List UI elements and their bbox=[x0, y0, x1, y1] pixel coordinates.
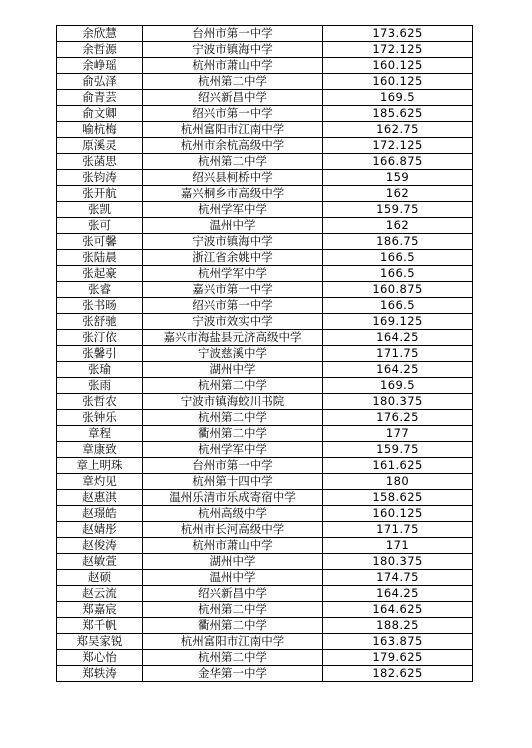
score-cell: 160.125 bbox=[323, 58, 473, 74]
school-cell: 杭州学军中学 bbox=[143, 266, 323, 282]
score-cell: 179.625 bbox=[323, 650, 473, 666]
student-name-cell: 余欣慧 bbox=[57, 26, 143, 42]
student-name-cell: 赵婧彤 bbox=[57, 522, 143, 538]
school-cell: 杭州学军中学 bbox=[143, 442, 323, 458]
table-row bbox=[57, 122, 473, 138]
score-cell: 162.75 bbox=[323, 122, 473, 138]
school-cell: 温州中学 bbox=[143, 570, 323, 586]
school-cell: 杭州学军中学 bbox=[143, 202, 323, 218]
student-name-cell: 张钧涛 bbox=[57, 170, 143, 186]
student-name-cell: 张菡思 bbox=[57, 154, 143, 170]
school-cell: 宁波慈溪中学 bbox=[143, 346, 323, 362]
table-row bbox=[57, 90, 473, 106]
student-name-cell: 张瑜 bbox=[57, 362, 143, 378]
school-cell: 绍兴市第一中学 bbox=[143, 106, 323, 122]
table-row bbox=[57, 298, 473, 314]
score-cell: 164.625 bbox=[323, 602, 473, 618]
score-cell: 159.75 bbox=[323, 442, 473, 458]
school-cell: 杭州第二中学 bbox=[143, 410, 323, 426]
school-cell: 杭州高级中学 bbox=[143, 506, 323, 522]
school-cell: 杭州第二中学 bbox=[143, 602, 323, 618]
table-row bbox=[57, 458, 473, 474]
score-table-body bbox=[57, 26, 473, 682]
table-row bbox=[57, 58, 473, 74]
table-row bbox=[57, 74, 473, 90]
school-cell: 杭州市长河高级中学 bbox=[143, 522, 323, 538]
score-cell: 160.125 bbox=[323, 74, 473, 90]
table-row bbox=[57, 394, 473, 410]
student-name-cell: 张可馨 bbox=[57, 234, 143, 250]
score-cell: 164.25 bbox=[323, 330, 473, 346]
school-cell: 台州市第一中学 bbox=[143, 458, 323, 474]
student-name-cell: 张钟乐 bbox=[57, 410, 143, 426]
table-row bbox=[57, 362, 473, 378]
score-cell: 166.5 bbox=[323, 298, 473, 314]
school-cell: 宁波市效实中学 bbox=[143, 314, 323, 330]
school-cell: 温州中学 bbox=[143, 218, 323, 234]
student-name-cell: 章康致 bbox=[57, 442, 143, 458]
student-name-cell: 张馨引 bbox=[57, 346, 143, 362]
score-cell: 162 bbox=[323, 218, 473, 234]
score-cell: 171.75 bbox=[323, 346, 473, 362]
table-row bbox=[57, 250, 473, 266]
table-row bbox=[57, 666, 473, 682]
score-cell: 177 bbox=[323, 426, 473, 442]
school-cell: 杭州第二中学 bbox=[143, 378, 323, 394]
table-row bbox=[57, 474, 473, 490]
score-cell: 161.625 bbox=[323, 458, 473, 474]
student-name-cell: 赵俊涛 bbox=[57, 538, 143, 554]
school-cell: 杭州第十四中学 bbox=[143, 474, 323, 490]
score-cell: 174.75 bbox=[323, 570, 473, 586]
score-cell: 180 bbox=[323, 474, 473, 490]
student-name-cell: 章上明珠 bbox=[57, 458, 143, 474]
score-cell: 169.5 bbox=[323, 90, 473, 106]
student-name-cell: 郑嘉宸 bbox=[57, 602, 143, 618]
student-name-cell: 俞文卿 bbox=[57, 106, 143, 122]
table-row bbox=[57, 170, 473, 186]
score-cell: 163.875 bbox=[323, 634, 473, 650]
school-cell: 衢州第二中学 bbox=[143, 618, 323, 634]
school-cell: 湖州中学 bbox=[143, 362, 323, 378]
school-cell: 衢州第二中学 bbox=[143, 426, 323, 442]
table-row bbox=[57, 26, 473, 42]
student-name-cell: 张陆晨 bbox=[57, 250, 143, 266]
table-row bbox=[57, 650, 473, 666]
table-row bbox=[57, 570, 473, 586]
score-table bbox=[56, 25, 473, 682]
score-cell: 188.25 bbox=[323, 618, 473, 634]
student-name-cell: 张睿 bbox=[57, 282, 143, 298]
score-cell: 160.125 bbox=[323, 506, 473, 522]
score-cell: 166.875 bbox=[323, 154, 473, 170]
score-cell: 173.625 bbox=[323, 26, 473, 42]
student-name-cell: 赵云流 bbox=[57, 586, 143, 602]
student-name-cell: 张可 bbox=[57, 218, 143, 234]
student-name-cell: 张书旸 bbox=[57, 298, 143, 314]
school-cell: 杭州第二中学 bbox=[143, 650, 323, 666]
student-name-cell: 张哲农 bbox=[57, 394, 143, 410]
school-cell: 温州乐清市乐成寄宿中学 bbox=[143, 490, 323, 506]
score-cell: 169.5 bbox=[323, 378, 473, 394]
score-cell: 186.75 bbox=[323, 234, 473, 250]
score-cell: 180.375 bbox=[323, 554, 473, 570]
student-name-cell: 喻杭梅 bbox=[57, 122, 143, 138]
school-cell: 宁波市镇海中学 bbox=[143, 42, 323, 58]
school-cell: 台州市第一中学 bbox=[143, 26, 323, 42]
student-name-cell: 原溪灵 bbox=[57, 138, 143, 154]
school-cell: 嘉兴市第一中学 bbox=[143, 282, 323, 298]
student-name-cell: 章灼见 bbox=[57, 474, 143, 490]
school-cell: 宁波市镇海蛟川书院 bbox=[143, 394, 323, 410]
score-cell: 180.375 bbox=[323, 394, 473, 410]
student-name-cell: 郑轶涛 bbox=[57, 666, 143, 682]
school-cell: 浙江省余姚中学 bbox=[143, 250, 323, 266]
student-name-cell: 郑千帆 bbox=[57, 618, 143, 634]
student-name-cell: 张开航 bbox=[57, 186, 143, 202]
table-row bbox=[57, 426, 473, 442]
table-row bbox=[57, 506, 473, 522]
score-cell: 160.875 bbox=[323, 282, 473, 298]
student-name-cell: 赵惠淇 bbox=[57, 490, 143, 506]
school-cell: 杭州第二中学 bbox=[143, 154, 323, 170]
school-cell: 杭州富阳市江南中学 bbox=[143, 634, 323, 650]
student-name-cell: 张舒驰 bbox=[57, 314, 143, 330]
school-cell: 金华第一中学 bbox=[143, 666, 323, 682]
school-cell: 湖州中学 bbox=[143, 554, 323, 570]
table-row bbox=[57, 538, 473, 554]
table-row bbox=[57, 586, 473, 602]
table-row bbox=[57, 186, 473, 202]
score-cell: 182.625 bbox=[323, 666, 473, 682]
score-cell: 172.125 bbox=[323, 42, 473, 58]
student-name-cell: 俞青芸 bbox=[57, 90, 143, 106]
document-page bbox=[56, 25, 472, 682]
score-cell: 176.25 bbox=[323, 410, 473, 426]
table-row bbox=[57, 634, 473, 650]
school-cell: 杭州市余杭高级中学 bbox=[143, 138, 323, 154]
table-row bbox=[57, 106, 473, 122]
score-cell: 185.625 bbox=[323, 106, 473, 122]
school-cell: 绍兴市第一中学 bbox=[143, 298, 323, 314]
student-name-cell: 余哲源 bbox=[57, 42, 143, 58]
school-cell: 杭州第二中学 bbox=[143, 74, 323, 90]
school-cell: 宁波市镇海中学 bbox=[143, 234, 323, 250]
student-name-cell: 张起豪 bbox=[57, 266, 143, 282]
score-cell: 159.75 bbox=[323, 202, 473, 218]
score-cell: 166.5 bbox=[323, 250, 473, 266]
student-name-cell: 郑心怡 bbox=[57, 650, 143, 666]
table-row bbox=[57, 554, 473, 570]
student-name-cell: 赵硕 bbox=[57, 570, 143, 586]
score-cell: 162 bbox=[323, 186, 473, 202]
score-cell: 171 bbox=[323, 538, 473, 554]
student-name-cell: 张汀依 bbox=[57, 330, 143, 346]
student-name-cell: 赵敏萱 bbox=[57, 554, 143, 570]
score-cell: 169.125 bbox=[323, 314, 473, 330]
table-row bbox=[57, 234, 473, 250]
score-cell: 164.25 bbox=[323, 362, 473, 378]
score-cell: 166.5 bbox=[323, 266, 473, 282]
table-row bbox=[57, 346, 473, 362]
table-row bbox=[57, 154, 473, 170]
table-row bbox=[57, 266, 473, 282]
school-cell: 嘉兴桐乡市高级中学 bbox=[143, 186, 323, 202]
school-cell: 绍兴新昌中学 bbox=[143, 586, 323, 602]
score-cell: 171.75 bbox=[323, 522, 473, 538]
table-row bbox=[57, 218, 473, 234]
table-row bbox=[57, 138, 473, 154]
student-name-cell: 张凯 bbox=[57, 202, 143, 218]
school-cell: 绍兴县柯桥中学 bbox=[143, 170, 323, 186]
student-name-cell: 郑吴家锐 bbox=[57, 634, 143, 650]
score-cell: 172.125 bbox=[323, 138, 473, 154]
table-row bbox=[57, 202, 473, 218]
table-row bbox=[57, 442, 473, 458]
table-row bbox=[57, 378, 473, 394]
table-row bbox=[57, 602, 473, 618]
student-name-cell: 张雨 bbox=[57, 378, 143, 394]
table-row bbox=[57, 618, 473, 634]
school-cell: 杭州市萧山中学 bbox=[143, 538, 323, 554]
school-cell: 嘉兴市海盐县元济高级中学 bbox=[143, 330, 323, 346]
school-cell: 杭州市萧山中学 bbox=[143, 58, 323, 74]
table-row bbox=[57, 410, 473, 426]
student-name-cell: 赵璟皓 bbox=[57, 506, 143, 522]
score-cell: 158.625 bbox=[323, 490, 473, 506]
school-cell: 绍兴新昌中学 bbox=[143, 90, 323, 106]
table-row bbox=[57, 282, 473, 298]
score-cell: 159 bbox=[323, 170, 473, 186]
score-cell: 164.25 bbox=[323, 586, 473, 602]
student-name-cell: 俞弘泽 bbox=[57, 74, 143, 90]
table-row bbox=[57, 314, 473, 330]
table-row bbox=[57, 490, 473, 506]
table-row bbox=[57, 522, 473, 538]
student-name-cell: 余峥瑶 bbox=[57, 58, 143, 74]
table-row bbox=[57, 42, 473, 58]
table-row bbox=[57, 330, 473, 346]
school-cell: 杭州富阳市江南中学 bbox=[143, 122, 323, 138]
student-name-cell: 章程 bbox=[57, 426, 143, 442]
